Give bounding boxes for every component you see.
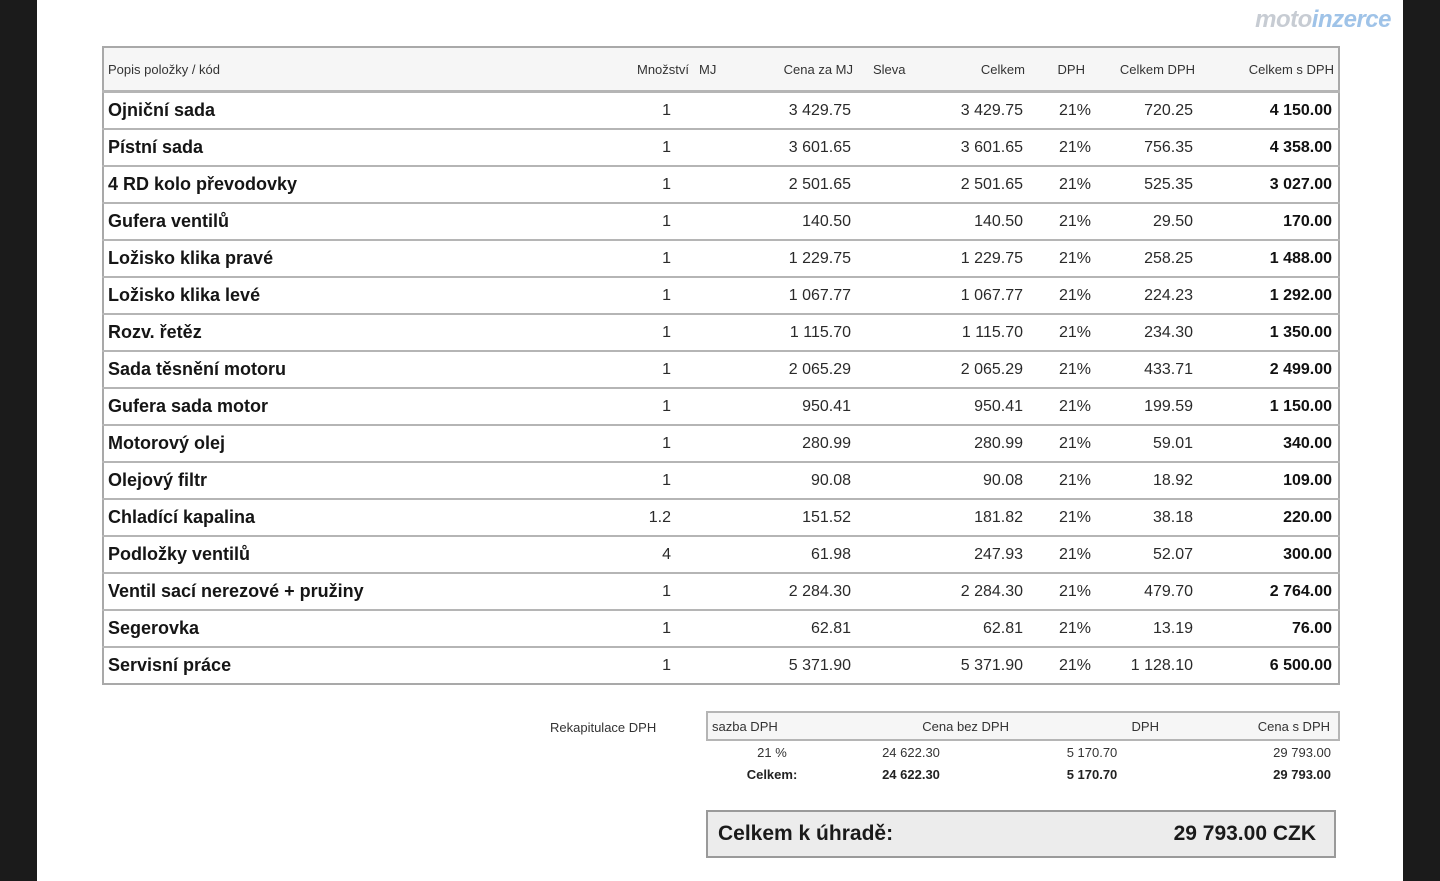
item-amount: 1 229.75 [917, 240, 1029, 277]
table-row [103, 388, 1339, 425]
item-description: Ventil sací nerezové + pružiny [103, 573, 593, 610]
table-row [103, 166, 1339, 203]
item-vat-rate: 21% [1029, 314, 1089, 351]
item-unit-price: 151.52 [737, 499, 857, 536]
item-unit [693, 166, 737, 203]
item-description: Rozv. řetěz [103, 314, 593, 351]
item-quantity: 1 [593, 203, 693, 240]
item-vat-rate: 21% [1029, 388, 1089, 425]
item-description: Podložky ventilů [103, 536, 593, 573]
vat-recap-table [706, 711, 1340, 785]
header-discount: Sleva [857, 47, 917, 92]
item-vat-total: 479.70 [1089, 573, 1199, 610]
item-total-with-vat: 1 292.00 [1199, 277, 1339, 314]
item-unit-price: 2 284.30 [737, 573, 857, 610]
item-unit [693, 462, 737, 499]
item-vat-total: 525.35 [1089, 166, 1199, 203]
item-unit [693, 573, 737, 610]
item-total-with-vat: 340.00 [1199, 425, 1339, 462]
item-discount [857, 536, 917, 573]
table-row [103, 499, 1339, 536]
item-vat-rate: 21% [1029, 462, 1089, 499]
item-quantity: 1 [593, 610, 693, 647]
item-unit [693, 92, 737, 130]
item-total-with-vat: 76.00 [1199, 610, 1339, 647]
item-amount: 90.08 [917, 462, 1029, 499]
item-total-with-vat: 1 350.00 [1199, 314, 1339, 351]
recap-gross: 29 793.00 [1273, 744, 1331, 760]
item-total-with-vat: 220.00 [1199, 499, 1339, 536]
table-row [103, 425, 1339, 462]
item-quantity: 1.2 [593, 499, 693, 536]
header-unit: MJ [693, 47, 737, 92]
item-total-with-vat: 109.00 [1199, 462, 1339, 499]
items-body [103, 92, 1339, 685]
recap-header-vat: DPH [1017, 712, 1167, 740]
item-total-with-vat: 1 150.00 [1199, 388, 1339, 425]
item-vat-rate: 21% [1029, 499, 1089, 536]
item-vat-total: 13.19 [1089, 610, 1199, 647]
item-unit [693, 499, 737, 536]
recap-header-base: Cena bez DPH [837, 712, 1017, 740]
item-amount: 247.93 [917, 536, 1029, 573]
header-vat-total: Celkem DPH [1089, 47, 1199, 92]
item-discount [857, 499, 917, 536]
item-quantity: 1 [593, 573, 693, 610]
amount-due-label: Celkem k úhradě: [718, 822, 894, 845]
item-total-with-vat: 170.00 [1199, 203, 1339, 240]
item-quantity: 1 [593, 166, 693, 203]
item-unit [693, 425, 737, 462]
table-row [103, 314, 1339, 351]
item-unit-price: 2 065.29 [737, 351, 857, 388]
item-unit-price: 3 601.65 [737, 129, 857, 166]
item-unit-price: 90.08 [737, 462, 857, 499]
item-discount [857, 647, 917, 684]
items-header-row [103, 47, 1339, 92]
item-vat-total: 59.01 [1089, 425, 1199, 462]
watermark-part-moto: moto [1255, 6, 1312, 33]
item-vat-total: 29.50 [1089, 203, 1199, 240]
item-total-with-vat: 300.00 [1199, 536, 1339, 573]
table-row [103, 536, 1339, 573]
table-row [103, 92, 1339, 130]
item-unit-price: 5 371.90 [788, 656, 851, 674]
item-unit-price: 950.41 [737, 388, 857, 425]
item-quantity: 1 [593, 92, 693, 130]
item-description: Ložisko klika pravé [103, 240, 593, 277]
item-vat-rate: 21% [1029, 203, 1089, 240]
item-vat-total: 38.18 [1089, 499, 1199, 536]
item-discount [857, 573, 917, 610]
item-discount [857, 610, 917, 647]
table-row [103, 573, 1339, 610]
item-unit-price: 3 429.75 [737, 92, 857, 130]
header-amount: Celkem [917, 47, 1029, 92]
item-unit-price: 61.98 [737, 536, 857, 573]
item-unit [693, 314, 737, 351]
item-description: Ložisko klika levé [103, 277, 593, 314]
item-unit [693, 536, 737, 573]
item-quantity: 1 [593, 240, 693, 277]
item-discount [857, 203, 917, 240]
item-discount [857, 314, 917, 351]
item-vat-total: 199.59 [1089, 388, 1199, 425]
item-total-with-vat: 3 027.00 [1199, 166, 1339, 203]
item-unit [693, 610, 737, 647]
item-discount [857, 462, 917, 499]
item-unit-price: 1 229.75 [737, 240, 857, 277]
item-quantity: 1 [662, 656, 671, 674]
header-vat-rate: DPH [1029, 47, 1089, 92]
amount-due-box [706, 810, 1336, 858]
invoice-items-table [102, 46, 1340, 685]
item-vat-total: 756.35 [1089, 129, 1199, 166]
item-total-with-vat: 2 499.00 [1199, 351, 1339, 388]
table-row [103, 462, 1339, 499]
item-unit [693, 129, 737, 166]
item-quantity: 1 [593, 129, 693, 166]
table-row [103, 647, 1339, 684]
item-quantity: 1 [593, 425, 693, 462]
item-quantity: 1 [593, 388, 693, 425]
motoinzerce-watermark-logo [1255, 6, 1391, 34]
item-unit-price: 140.50 [737, 203, 857, 240]
item-description: Gufera ventilů [103, 203, 593, 240]
item-amount: 140.50 [917, 203, 1029, 240]
item-amount: 3 601.65 [917, 129, 1029, 166]
item-vat-total: 52.07 [1089, 536, 1199, 573]
header-total-with-vat: Celkem s DPH [1199, 47, 1339, 92]
table-row [103, 240, 1339, 277]
item-unit-price: 62.81 [737, 610, 857, 647]
item-description: Chladící kapalina [103, 499, 593, 536]
item-amount: 280.99 [917, 425, 1029, 462]
recap-sum-base: 24 622.30 [882, 766, 940, 782]
item-unit [693, 203, 737, 240]
invoice-page [37, 0, 1403, 881]
item-discount [857, 92, 917, 130]
item-amount: 1 115.70 [917, 314, 1029, 351]
recap-sum-row [707, 763, 1339, 785]
item-total-with-vat: 4 358.00 [1199, 129, 1339, 166]
item-description: Olejový filtr [103, 462, 593, 499]
item-vat-rate: 21% [1059, 656, 1092, 674]
item-amount: 3 429.75 [917, 92, 1029, 130]
item-vat-total: 224.23 [1089, 277, 1199, 314]
item-unit [693, 388, 737, 425]
recap-header-gross: Cena s DPH [1167, 712, 1339, 740]
item-description: Pístní sada [103, 129, 593, 166]
item-vat-rate: 21% [1029, 425, 1089, 462]
item-vat-rate: 21% [1029, 166, 1089, 203]
recap-base: 24 622.30 [882, 744, 940, 760]
header-quantity: Množství [593, 47, 693, 92]
item-amount: 2 284.30 [917, 573, 1029, 610]
item-quantity: 1 [593, 314, 693, 351]
item-vat-rate: 21% [1029, 129, 1089, 166]
item-total-with-vat: 1 488.00 [1199, 240, 1339, 277]
vat-recap-label: Rekapitulace DPH [550, 720, 657, 735]
item-unit-price: 2 501.65 [737, 166, 857, 203]
item-discount [857, 166, 917, 203]
item-unit-price: 280.99 [737, 425, 857, 462]
item-description: Ojniční sada [103, 92, 593, 130]
item-unit [693, 647, 737, 684]
table-row [103, 203, 1339, 240]
item-vat-rate: 21% [1029, 610, 1089, 647]
item-description: Servisní práce [108, 655, 232, 675]
recap-sum-label: Celkem: [746, 766, 798, 782]
item-vat-rate: 21% [1029, 573, 1089, 610]
recap-row [707, 740, 1339, 763]
header-description: Popis položky / kód [103, 47, 593, 92]
item-total-with-vat: 2 764.00 [1199, 573, 1339, 610]
item-unit [693, 351, 737, 388]
recap-rate: 21 % [757, 744, 787, 760]
item-vat-rate: 21% [1029, 536, 1089, 573]
item-discount [857, 129, 917, 166]
item-unit [693, 277, 737, 314]
item-amount: 950.41 [917, 388, 1029, 425]
table-row [103, 610, 1339, 647]
item-amount: 62.81 [917, 610, 1029, 647]
item-discount [857, 277, 917, 314]
item-quantity: 1 [593, 351, 693, 388]
item-quantity: 1 [593, 277, 693, 314]
item-amount: 181.82 [917, 499, 1029, 536]
item-discount [857, 425, 917, 462]
amount-due-value: 29 793.00 CZK [1173, 822, 1316, 845]
item-quantity: 4 [593, 536, 693, 573]
item-discount [857, 351, 917, 388]
item-vat-total: 720.25 [1089, 92, 1199, 130]
recap-header-rate: sazba DPH [707, 712, 837, 740]
item-vat-rate: 21% [1029, 351, 1089, 388]
item-quantity: 1 [593, 462, 693, 499]
item-vat-total: 1 128.10 [1130, 656, 1193, 674]
item-description: 4 RD kolo převodovky [103, 166, 593, 203]
header-unit-price: Cena za MJ [737, 47, 857, 92]
recap-sum-vat: 5 170.70 [1066, 766, 1118, 782]
table-row [103, 129, 1339, 166]
item-amount: 2 501.65 [917, 166, 1029, 203]
item-unit-price: 1 115.70 [737, 314, 857, 351]
item-vat-total: 258.25 [1089, 240, 1199, 277]
watermark-part-inzerce: inzerce [1311, 6, 1391, 33]
item-amount: 2 065.29 [917, 351, 1029, 388]
item-vat-rate: 21% [1029, 92, 1089, 130]
item-vat-total: 234.30 [1089, 314, 1199, 351]
item-description: Gufera sada motor [103, 388, 593, 425]
recap-header-row [707, 712, 1339, 740]
item-discount [857, 240, 917, 277]
item-unit-price: 1 067.77 [737, 277, 857, 314]
table-row [103, 277, 1339, 314]
item-total-with-vat: 6 500.00 [1269, 656, 1332, 674]
item-vat-total: 433.71 [1089, 351, 1199, 388]
item-unit [693, 240, 737, 277]
item-amount: 1 067.77 [917, 277, 1029, 314]
item-description: Motorový olej [103, 425, 593, 462]
recap-sum-gross: 29 793.00 [1273, 766, 1331, 782]
item-vat-rate: 21% [1029, 277, 1089, 314]
item-amount: 5 371.90 [960, 656, 1023, 674]
item-vat-rate: 21% [1029, 240, 1089, 277]
item-vat-total: 18.92 [1089, 462, 1199, 499]
item-description: Sada těsnění motoru [103, 351, 593, 388]
item-total-with-vat: 4 150.00 [1199, 92, 1339, 130]
item-description: Segerovka [103, 610, 593, 647]
table-row [103, 351, 1339, 388]
item-discount [857, 388, 917, 425]
recap-vat: 5 170.70 [1066, 744, 1118, 760]
